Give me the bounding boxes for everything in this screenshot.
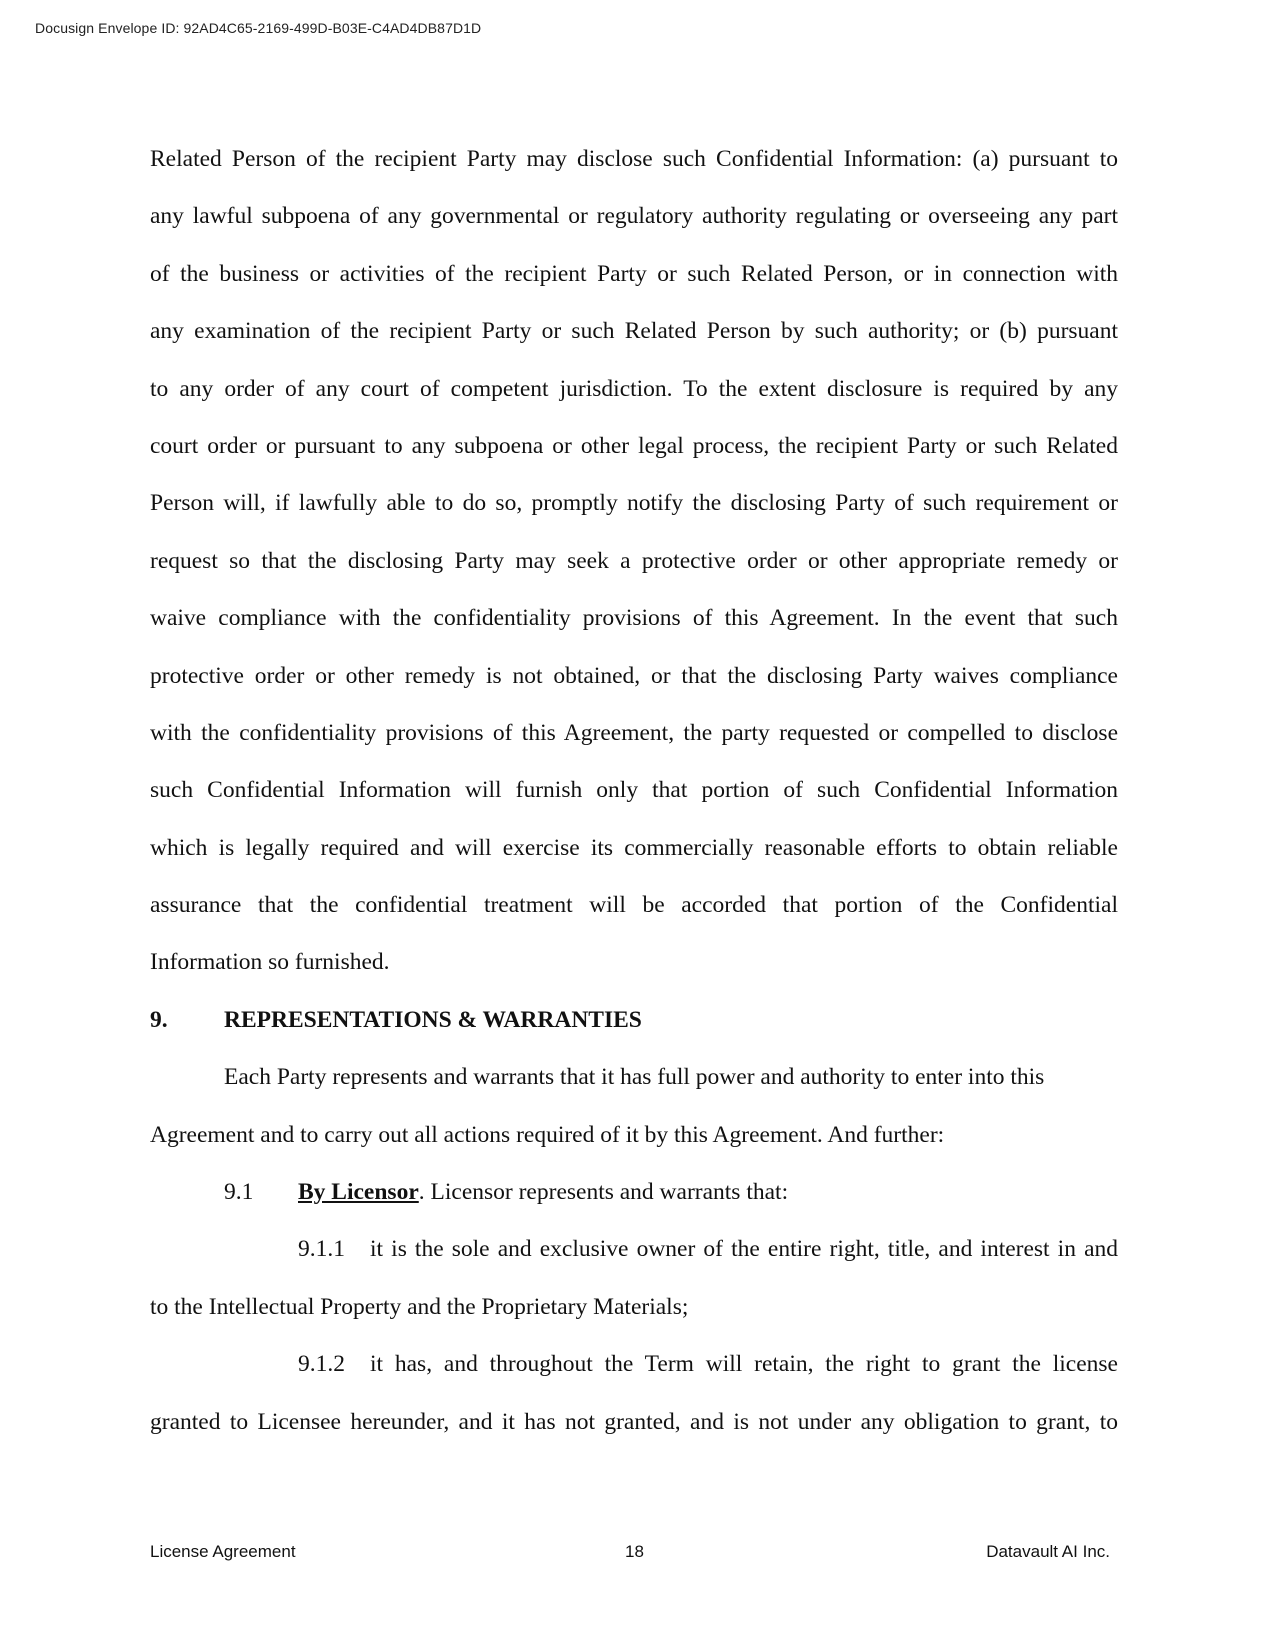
clause-continuation: to the Intellectual Property and the Proprietary Materials; (150, 1293, 689, 1320)
footer-document-title: License Agreement (150, 1542, 296, 1561)
body-line: Related Person of the recipient Party may disclose such Confidential Information: (a) pursuant to (150, 146, 1118, 172)
body-line: to any order of any court of competent jurisdiction. To the extent disclosure is required by any (150, 375, 1118, 402)
section-intro-line: Agreement and to carry out all actions required of it by this Agreement. And further: (150, 1121, 945, 1148)
body-line: Person will, if lawfully able to do so, promptly notify the disclosing Party of such requirement or (150, 490, 1118, 517)
page-number: 18 (625, 1542, 644, 1561)
section-heading (150, 1004, 1118, 1061)
body-line: any lawful subpoena of any governmental or regulatory authority regulating or overseeing any part (150, 203, 1118, 230)
subsection-text: . Licensor represents and warrants that: (418, 1179, 789, 1206)
subsection-title: By Licensor (298, 1179, 419, 1206)
clause-9-1-2-line (150, 1348, 1118, 1405)
clause-9-1-1-line (150, 1233, 1118, 1290)
body-line: waive compliance with the confidentiality provisions of this Agreement. In the event that such (150, 605, 1118, 632)
clause-number: 9.1.1 (298, 1236, 345, 1263)
section-title: REPRESENTATIONS & WARRANTIES (224, 1006, 642, 1033)
section-intro-line: Each Party represents and warrants that it has full power and authority to enter into this (224, 1064, 1045, 1091)
body-line: which is legally required and will exercise its commercially reasonable efforts to obtain reliable (150, 834, 1118, 861)
body-line: Information so furnished. (150, 949, 390, 976)
body-line: any examination of the recipient Party or such Related Person by such authority; or (b) pursuant (150, 318, 1118, 345)
subsection-number: 9.1 (224, 1179, 254, 1206)
document-body (150, 143, 1118, 1463)
body-line: court order or pursuant to any subpoena or other legal process, the recipient Party or such Related (150, 432, 1118, 459)
section-number: 9. (150, 1006, 168, 1033)
clause-text: it has, and throughout the Term will retain, the right to grant the license (370, 1351, 1118, 1378)
body-line: assurance that the confidential treatment will be accorded that portion of the Confidential (150, 892, 1118, 919)
clause-number: 9.1.2 (298, 1351, 345, 1378)
clause-text: it is the sole and exclusive owner of the entire right, title, and interest in and (370, 1236, 1118, 1263)
body-line: of the business or activities of the recipient Party or such Related Person, or in connection with (150, 260, 1118, 287)
body-line: protective order or other remedy is not obtained, or that the disclosing Party waives compliance (150, 662, 1118, 689)
subsection-9-1 (150, 1176, 1118, 1233)
body-line: request so that the disclosing Party may seek a protective order or other appropriate remedy or (150, 547, 1118, 574)
clause-continuation: granted to Licensee hereunder, and it has not granted, and is not under any obligation to grant, to (150, 1408, 1118, 1435)
body-line: with the confidentiality provisions of this Agreement, the party requested or compelled to disclose (150, 719, 1118, 746)
footer-company-name: Datavault AI Inc. (986, 1542, 1110, 1561)
envelope-id: Docusign Envelope ID: 92AD4C65-2169-499D-B03E-C4AD4DB87D1D (35, 20, 482, 36)
body-line: such Confidential Information will furnish only that portion of such Confidential Information (150, 777, 1118, 804)
